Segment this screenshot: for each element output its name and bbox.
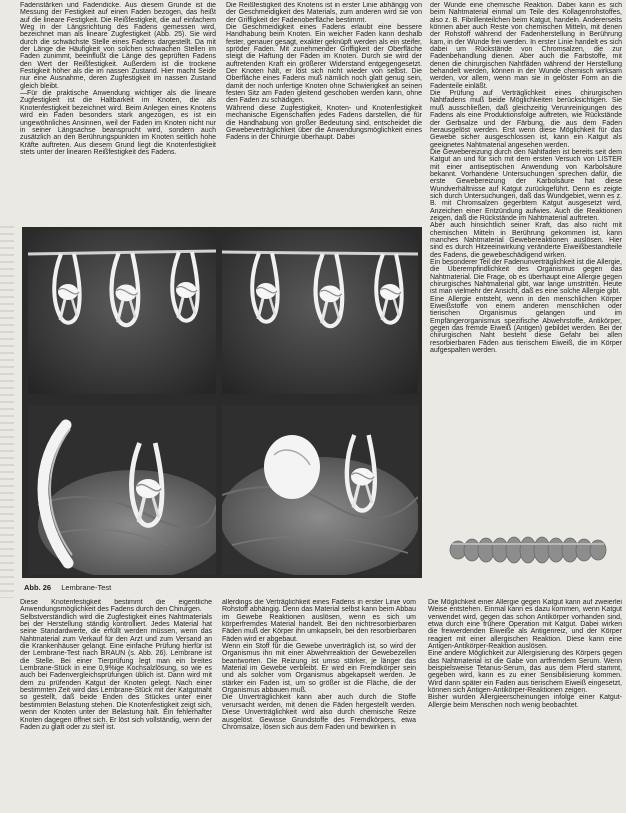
paragraph: Eine andere Möglichkeit zur Allergisierung des Körpers gegen das Nahtmaterial ist die Gabe von artfremdem Serum. Wenn beispielsweise Tetanus-Serum, das aus dem Pferd stammt, gegeben wird, kann es zu einer Sensibilisierung kommen. Wird dann später ein Faden aus tierischem Eiweiß eingesetzt, können sich Antigen-Antikörper-Reaktionen zeigen. <box>428 650 622 695</box>
paragraph: Aber auch hinsichtlich seiner Kraft, das also nicht mit chemischen Mitteln in Berührung gekommen ist, kann manches Nahtmaterial Gewebereaktionen auslösen. Hier sind es durch Hitzeeinwirkung veränderte Eiweißbestandteile des Fadens, die gewebeschädigend wirken. <box>430 222 622 259</box>
suture-cord-image <box>448 528 610 572</box>
figure-title: Lembrane-Test <box>61 583 112 592</box>
knot-photo-1 <box>28 230 216 394</box>
bottom-right-column <box>428 599 622 813</box>
paragraph: —Für die praktische Anwendung wichtiger als die lineare Zugfestigkeit ist die Haltbarkeit im Knoten, die als Knotenfestigkeit bezeichnet wird. Beim Anlegen eines Knotens wird ein Faden besonders stark angezogen, es ist ein ungewöhnliches Ansinnen, weil der Faden im Knoten nicht nur in seiner Längsachse beansprucht wird, sondern auch zusätzlich an den Berührungspunkten im Knoten seitlich hohe Kräfte auftreten. Aus diesem Grund liegt die Knotenfestigkeit stets unter der linearen Reißfestigkeit des Fadens. <box>20 90 216 156</box>
paragraph: Wenn ein Stoff für die Gewebe unverträglich ist, so wird der Organismus ihn mit einer Abwehrreaktion der Gewebezellen beantworten. Die Reizung ist umso stärker, je länger das Material im Gewebe verbleibt. Er wird ein Fremdkörper sein und als solcher vom Organismus abgekapselt werden. Je stärker ein Faden ist, um so größer ist die Fläche, die der Organismus abbauen muß. <box>222 643 416 695</box>
right-column <box>430 2 622 526</box>
paragraph: Während diese Zugfestigkeit, Knoten- und Knotenfestigkeit mechanische Eigenschaften jedes Fadens darstellen, die für die Handhabung von großer Bedeutung sind, entscheidet die Gewebeverträglichkeit über die Anwendungsmöglichkeit eines Fadens in der Chirurgie überhaupt. Dabei <box>226 104 422 142</box>
paragraph: Die Unverträglichkeit kann aber auch durch die Stoffe verursacht werden, mit denen die Fäden hergestellt werden. Diese Unverträglichkeit wird also durch chemische Reize ausgelöst. Gewisse Grundstoffe des Fremdkörpers, etwa Chromsalze, lösen sich aus dem Faden und bewirken in <box>222 694 416 731</box>
figure-number: Abb. 26 <box>24 583 52 592</box>
tissue-photo-2 <box>222 405 418 575</box>
figure-caption <box>24 582 214 593</box>
bottom-left-column <box>20 599 212 813</box>
top-middle-column <box>226 2 422 226</box>
paragraph: Selbstverständlich wird die Zugfestigkeit eines Nahtmaterials bei der Herstellung ständig kontrolliert. Jedes Material hat seine Standardwerte, die erfüllt werden müssen, wenn das Nahtmaterial zum Verkauf für den Arzt und zum Versand an die Krankenhäuser gelangt. Eine einfache Prüfung hierfür ist der Lembrane-Test nach BRAUN (s. Abb. 26). Lembrane ist die Stelle. Bei einer Tierprüfung legt man ein breites Lembrane-Stück in eine 0,9%ige Kochsalzlösung, so wie es auch bei Fadenvergleichsprüfungen üblich ist. Dann wird mit dem zu prüfenden Katgut der Knoten gelegt. Nach einer bestimmten Zeit wird das Lembrane-Stück mit der Katgutnaht so gestellt, daß beide Enden des Stückes unter einer bestimmten Belastung stehen. Die Knotenfestigkeit zeigt sich, wenn der Knoten unter der Belastung hält. Ein fehlerhafter Knoten dagegen öffnet sich. Er löst sich vollständig, wenn der Faden zu glatt oder zu steif ist. <box>20 613 212 731</box>
paragraph: der Wunde eine chemische Reaktion. Dabei kann es sich beim Nahtmaterial einmal um Teile des Kollagenrohstoffes, also z. B. Fibrillenteilchen beim Katgut, handeln. Andererseits können aber auch Reste von chemischen Mitteln, mit denen der Rohstoff während der Fadenherstellung in Berührung kam, in der Wunde frei werden. In erster Linie handelt es sich dabei um Rückstände von Chromsalzen, die zur Fadenbehandlung dienen. Aber auch die Farbstoffe, mit denen die chirurgischen Nahtfäden während der Herstellung behandelt werden, können in der Wunde chemisch wirksam werden, vor allem, wenn man sie in gelöster Form an die Fadenteile einläßt. <box>430 2 622 90</box>
paragraph: Ein besonderer Teil der Fadenunverträglichkeit ist die Allergie, die Überempfindlichkeit des Organismus gegen das Nahtmaterial. Die Frage, ob es überhaupt eine Allergie gegen chirurgisches Nahtmaterial gibt, war lange umstritten. Heute ist man vielmehr der Ansicht, daß es eine solche Allergie gibt. <box>430 259 622 296</box>
paragraph: Bisher wurden Allergieerscheinungen infolge einer Katgut-Allergie beim Menschen noch wenig beobachtet. <box>428 694 622 709</box>
bottom-middle-column <box>222 599 416 813</box>
paragraph: Die Geschmeidigkeit eines Fadens erlaubt eine bessere Handhabung beim Knoten. Ein weicher Faden kann deshalb fester, genauer gesagt, exakter geknüpft werden als ein steifer, spröder Faden. Mit zunehmender Griffigkeit der Oberfläche steigt die Haftung der Fäden im Knoten. Durch sie wird der auftretenden Kraft ein größerer Widerstand entgegengesetzt. Der Knoten hält, er löst sich nicht wieder von selbst. Die Oberfläche eines Fadens muß nämlich noch glatt genug sein, damit der noch unfertige Knoten ohne Schwierigkeit an seinen festen Sitz am Faden gleitend geschoben werden kann, ohne den Faden zu schädigen. <box>226 24 422 105</box>
paragraph: Diese Knotenfestigkeit bestimmt die eigentliche Anwendungsmöglichkeit des Fadens durch den Chirurgen. <box>20 599 212 614</box>
paragraph: Die Reißfestigkeit des Knotens ist in erster Linie abhängig von der Geschmeidigkeit des Materials, zum anderen wird sie von der Griffigkeit der Fadenoberfläche bestimmt. <box>226 2 422 24</box>
paragraph: Eine Allergie entsteht, wenn in den menschlichen Körper Eiweißstoffe von einem anderen menschlichen oder tierischen Organismus gelangen und im Empfängerorganismus spezifische Abwehrstoffe, Antikörper, gegen das fremde Eiweiß (Antigen) gebildet werden. Bei der chirurgischen Naht besteht diese Gefahr bei allen resorbierbaren Fäden aus tierischem Eiweiß, die im Körper aufgespalten werden. <box>430 295 622 355</box>
paragraph: Fadenstärken und Fadendicke. Aus diesem Grunde ist die Messung der Festigkeit auf einen Faden bezogen, das heißt auf die lineare Festigkeit. Die Reißfestigkeit, die auf einfachem Weg in der Längsrichtung des Fadens gemessen wird, bezeichnet man als lineare Zugfestigkeit (Abb. 25). Sie wird durch die schwächste Stelle eines Fadens dargestellt. Da mit der Länge die Häufigkeit von solchen schwachen Stellen im Faden zunimmt, beeinflußt die Länge des geprüften Fadens den Wert der Reißfestigkeit. Außerdem ist die trockene Festigkeit höher als die im nassen Zustand. Hier macht Seide nur eine Ausnahme, deren Zugfestigkeit im nassen Zustand gleich bleibt. <box>20 2 216 90</box>
knot-photo-2 <box>222 230 418 394</box>
top-left-column <box>20 2 216 226</box>
paragraph: allerdings die Verträglichkeit eines Fadens in erster Linie vom Rohstoff abhängig. Denn das Material selbst kann beim Abbau im Gewebe Reaktionen auslösen, wenn es sich um körperfremdes Material handelt. Bei den nichtresorbierbaren Fäden muß der Körper ihn umkapseln, bei den resorbierbaren Fäden wird er abgebaut. <box>222 599 416 643</box>
paragraph: Die Gewebereizung durch den Nahtfaden ist bereits seit dem Katgut an und für sich mit dem ersten Versuch von LISTER mit einer antiseptischen Anwendung von Karbolsäure bekannt. Vorhandene Untersuchungen sprechen dafür, die erste Gewebereizung der Karbolsäure hat diese Wundverhältnisse auf Katgut zurückgeführt. Denn es zeigte sich durch Untersuchungen, daß das Wundgebiet, wenn es z. B. mit Chromsalzen gegerbtem Katgut ausgesetzt wird, Anzeichen einer Entzündung aufwies. Auch die Reaktionen zeigen, daß die Rückstände im Nahtmaterial auftreten. <box>430 148 622 222</box>
facing-page-edge <box>0 226 14 598</box>
tissue-photo-1 <box>28 405 216 575</box>
paragraph: Die Möglichkeit einer Allergie gegen Katgut kann auf zweierlei Weise entstehen. Einmal kann es dazu kommen, wenn Katgut verwendet wird, gegen das schon Antikörper vorhanden sind, etwa durch eine frühere Operation mit Katgut. Dabei wirken die freiwerdenden Eiweiße als Antigenreiz, und der Körper reagiert mit einer allergischen Reaktion. Diese kann eine Antigen-Antikörper-Reaktion auslösen. <box>428 599 622 651</box>
paragraph: Die Prüfung auf Verträglichkeit eines chirurgischen Nahtfadens muß beide Möglichkeiten berücksichtigen. Sie muß ausschließen, daß gleichzeitig Verunreinigungen des Fadens als eine Produktionsfolge auftreten, wie Rückstände der Gerbsalze und der Färbung, die aus dem Faden herausgelöst werden. Erst wenn diese Möglichkeit für das Gewebe sicher ausgeschlossen ist, kann ein Katgut als geeignetes Nahtmaterial angesehen werden. <box>430 90 622 149</box>
